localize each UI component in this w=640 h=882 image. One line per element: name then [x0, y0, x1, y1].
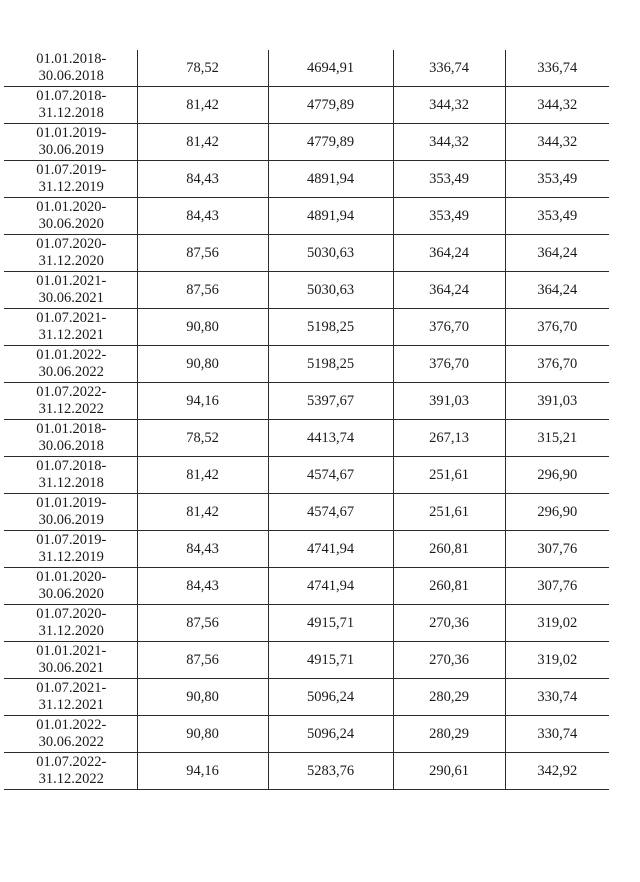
value-cell-2: 5030,63	[268, 235, 393, 272]
value-cell-1: 90,80	[137, 679, 268, 716]
value-cell-4: 342,92	[505, 753, 609, 790]
value-cell-4: 376,70	[505, 309, 609, 346]
table-row	[4, 198, 609, 235]
value-cell-1: 87,56	[137, 235, 268, 272]
period-start: 01.01.2021-	[36, 643, 107, 659]
period-cell	[4, 161, 137, 198]
period-cell	[4, 272, 137, 309]
value-cell-1: 81,42	[137, 124, 268, 161]
period-end: 31.12.2021	[38, 697, 104, 713]
table-row	[4, 753, 609, 790]
tariff-table	[4, 50, 609, 790]
period-start: 01.07.2018-	[36, 458, 107, 474]
table-row	[4, 235, 609, 272]
period-start: 01.07.2019-	[36, 532, 107, 548]
value-cell-2: 4694,91	[268, 50, 393, 87]
value-cell-4: 364,24	[505, 235, 609, 272]
value-cell-1: 84,43	[137, 198, 268, 235]
value-cell-1: 78,52	[137, 420, 268, 457]
period-cell	[4, 198, 137, 235]
table-row	[4, 87, 609, 124]
value-cell-3: 364,24	[393, 235, 505, 272]
value-cell-3: 280,29	[393, 716, 505, 753]
period-start: 01.01.2018-	[36, 51, 107, 67]
value-cell-1: 94,16	[137, 383, 268, 420]
period-cell	[4, 50, 137, 87]
period-end: 30.06.2019	[38, 142, 104, 158]
period-start: 01.01.2021-	[36, 273, 107, 289]
value-cell-4: 307,76	[505, 568, 609, 605]
value-cell-4: 296,90	[505, 494, 609, 531]
period-start: 01.07.2020-	[36, 606, 107, 622]
table-row	[4, 494, 609, 531]
value-cell-1: 90,80	[137, 716, 268, 753]
period-cell	[4, 531, 137, 568]
table-row	[4, 346, 609, 383]
value-cell-4: 319,02	[505, 642, 609, 679]
value-cell-1: 78,52	[137, 50, 268, 87]
period-end: 30.06.2021	[38, 660, 104, 676]
value-cell-4: 315,21	[505, 420, 609, 457]
period-end: 30.06.2022	[38, 734, 104, 750]
value-cell-2: 4779,89	[268, 87, 393, 124]
value-cell-4: 344,32	[505, 87, 609, 124]
table-row	[4, 272, 609, 309]
period-cell	[4, 642, 137, 679]
table-row	[4, 679, 609, 716]
period-end: 30.06.2018	[38, 68, 104, 84]
value-cell-2: 4413,74	[268, 420, 393, 457]
value-cell-1: 87,56	[137, 642, 268, 679]
value-cell-3: 290,61	[393, 753, 505, 790]
value-cell-2: 5198,25	[268, 346, 393, 383]
value-cell-1: 81,42	[137, 87, 268, 124]
value-cell-1: 90,80	[137, 309, 268, 346]
value-cell-2: 5096,24	[268, 679, 393, 716]
period-end: 31.12.2022	[38, 401, 104, 417]
period-end: 30.06.2022	[38, 364, 104, 380]
value-cell-4: 336,74	[505, 50, 609, 87]
value-cell-1: 87,56	[137, 272, 268, 309]
period-cell	[4, 309, 137, 346]
table-row	[4, 309, 609, 346]
period-end: 30.06.2021	[38, 290, 104, 306]
value-cell-2: 5397,67	[268, 383, 393, 420]
value-cell-2: 4891,94	[268, 198, 393, 235]
value-cell-1: 87,56	[137, 605, 268, 642]
value-cell-3: 376,70	[393, 346, 505, 383]
value-cell-1: 84,43	[137, 568, 268, 605]
period-cell	[4, 605, 137, 642]
period-end: 31.12.2018	[38, 105, 104, 121]
period-start: 01.07.2022-	[36, 384, 107, 400]
table-row	[4, 716, 609, 753]
period-end: 30.06.2019	[38, 512, 104, 528]
value-cell-2: 5283,76	[268, 753, 393, 790]
period-cell	[4, 568, 137, 605]
value-cell-4: 364,24	[505, 272, 609, 309]
value-cell-3: 251,61	[393, 457, 505, 494]
table-row	[4, 50, 609, 87]
period-end: 31.12.2018	[38, 475, 104, 491]
period-end: 31.12.2019	[38, 549, 104, 565]
value-cell-2: 4741,94	[268, 531, 393, 568]
period-end: 31.12.2020	[38, 253, 104, 269]
period-start: 01.01.2018-	[36, 421, 107, 437]
value-cell-3: 353,49	[393, 198, 505, 235]
table-row	[4, 161, 609, 198]
period-start: 01.07.2020-	[36, 236, 107, 252]
period-cell	[4, 716, 137, 753]
value-cell-2: 5030,63	[268, 272, 393, 309]
period-start: 01.01.2022-	[36, 347, 107, 363]
value-cell-3: 251,61	[393, 494, 505, 531]
value-cell-4: 353,49	[505, 161, 609, 198]
period-end: 30.06.2020	[38, 216, 104, 232]
value-cell-2: 5198,25	[268, 309, 393, 346]
value-cell-1: 81,42	[137, 457, 268, 494]
period-start: 01.01.2020-	[36, 569, 107, 585]
value-cell-3: 336,74	[393, 50, 505, 87]
table-row	[4, 457, 609, 494]
period-start: 01.07.2019-	[36, 162, 107, 178]
value-cell-1: 94,16	[137, 753, 268, 790]
period-cell	[4, 420, 137, 457]
period-start: 01.07.2022-	[36, 754, 107, 770]
table-row	[4, 383, 609, 420]
value-cell-1: 81,42	[137, 494, 268, 531]
period-start: 01.07.2021-	[36, 310, 107, 326]
value-cell-2: 4574,67	[268, 494, 393, 531]
value-cell-3: 260,81	[393, 531, 505, 568]
value-cell-4: 376,70	[505, 346, 609, 383]
period-start: 01.07.2021-	[36, 680, 107, 696]
value-cell-2: 4574,67	[268, 457, 393, 494]
value-cell-1: 90,80	[137, 346, 268, 383]
value-cell-2: 5096,24	[268, 716, 393, 753]
value-cell-4: 330,74	[505, 716, 609, 753]
period-cell	[4, 87, 137, 124]
value-cell-3: 260,81	[393, 568, 505, 605]
period-cell	[4, 753, 137, 790]
value-cell-3: 344,32	[393, 124, 505, 161]
period-start: 01.01.2022-	[36, 717, 107, 733]
period-start: 01.01.2020-	[36, 199, 107, 215]
period-cell	[4, 124, 137, 161]
period-cell	[4, 457, 137, 494]
value-cell-4: 296,90	[505, 457, 609, 494]
value-cell-3: 376,70	[393, 309, 505, 346]
period-end: 31.12.2020	[38, 623, 104, 639]
value-cell-2: 4915,71	[268, 605, 393, 642]
table-row	[4, 642, 609, 679]
value-cell-4: 353,49	[505, 198, 609, 235]
period-cell	[4, 494, 137, 531]
table-row	[4, 568, 609, 605]
value-cell-1: 84,43	[137, 531, 268, 568]
value-cell-2: 4891,94	[268, 161, 393, 198]
period-end: 31.12.2021	[38, 327, 104, 343]
period-cell	[4, 235, 137, 272]
table-row	[4, 124, 609, 161]
period-end: 31.12.2022	[38, 771, 104, 787]
period-cell	[4, 383, 137, 420]
value-cell-3: 344,32	[393, 87, 505, 124]
period-end: 31.12.2019	[38, 179, 104, 195]
value-cell-4: 330,74	[505, 679, 609, 716]
period-end: 30.06.2020	[38, 586, 104, 602]
value-cell-3: 391,03	[393, 383, 505, 420]
value-cell-3: 364,24	[393, 272, 505, 309]
value-cell-1: 84,43	[137, 161, 268, 198]
value-cell-4: 307,76	[505, 531, 609, 568]
value-cell-2: 4915,71	[268, 642, 393, 679]
period-start: 01.01.2019-	[36, 125, 107, 141]
tariff-table-body	[4, 50, 609, 790]
value-cell-4: 344,32	[505, 124, 609, 161]
period-cell	[4, 679, 137, 716]
value-cell-2: 4779,89	[268, 124, 393, 161]
value-cell-4: 391,03	[505, 383, 609, 420]
value-cell-3: 353,49	[393, 161, 505, 198]
value-cell-4: 319,02	[505, 605, 609, 642]
value-cell-2: 4741,94	[268, 568, 393, 605]
period-start: 01.01.2019-	[36, 495, 107, 511]
value-cell-3: 280,29	[393, 679, 505, 716]
value-cell-3: 267,13	[393, 420, 505, 457]
period-start: 01.07.2018-	[36, 88, 107, 104]
period-end: 30.06.2018	[38, 438, 104, 454]
value-cell-3: 270,36	[393, 642, 505, 679]
table-row	[4, 420, 609, 457]
table-row	[4, 605, 609, 642]
table-row	[4, 531, 609, 568]
value-cell-3: 270,36	[393, 605, 505, 642]
period-cell	[4, 346, 137, 383]
